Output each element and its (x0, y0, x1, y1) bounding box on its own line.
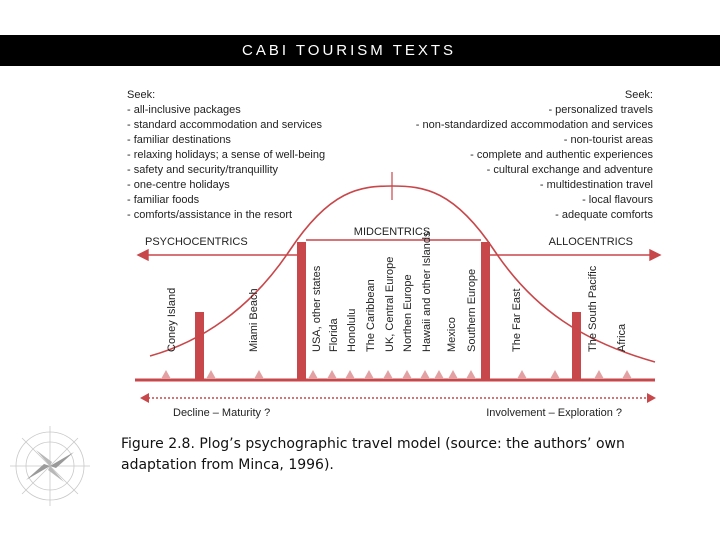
involvement-label: Involvement – Exploration ? (486, 407, 622, 419)
seek-right-item: - cultural exchange and adventure (486, 164, 653, 176)
seek-right-item: - local flavours (582, 194, 653, 206)
baseline-marker (206, 370, 216, 379)
baseline-marker (383, 370, 393, 379)
seek-right-item: - multidestination travel (539, 179, 653, 191)
destination-label: Coney Island (166, 287, 178, 352)
bar-midcentric-left (297, 242, 306, 380)
lifecycle-arrow (140, 393, 656, 403)
baseline-marker (364, 370, 374, 379)
destination-label: Florida (328, 318, 340, 352)
seek-right-item: - non-tourist areas (563, 134, 653, 146)
seek-left-item: - familiar destinations (127, 134, 231, 146)
baseline-marker (622, 370, 632, 379)
destination-label: Mexico (446, 317, 458, 352)
psychocentrics-label: PSYCHOCENTRICS (145, 236, 248, 248)
baseline-marker (327, 370, 337, 379)
decline-label: Decline – Maturity ? (173, 407, 271, 419)
baseline-marker (466, 370, 476, 379)
bar-south-pacific (572, 312, 581, 380)
bar-coney-island (195, 312, 204, 380)
bar-midcentric-right (481, 242, 490, 380)
seek-left-item: - comforts/assistance in the resort (127, 209, 293, 221)
seek-left-item: - all-inclusive packages (127, 104, 241, 116)
baseline-marker (254, 370, 264, 379)
baseline-marker (308, 370, 318, 379)
destination-label: Hawaii and other Islands (421, 231, 433, 352)
destination-labels (166, 231, 628, 352)
allocentrics-label: ALLOCENTRICS (548, 236, 633, 248)
seek-right-item: - personalized travels (548, 104, 653, 116)
destination-label: Honolulu (346, 308, 358, 352)
seek-left-item: - standard accommodation and services (127, 119, 323, 131)
baseline-marker (594, 370, 604, 379)
seek-right-item: - non-standardized accommodation and services (415, 119, 653, 131)
destination-label: UK, Central Europe (384, 256, 396, 352)
seek-right-item: - complete and authentic experiences (470, 149, 653, 161)
lifecycle-left-arrowhead (140, 393, 149, 403)
seek-right-list (416, 89, 654, 221)
lifecycle-right-arrowhead (647, 393, 656, 403)
baseline-marker (448, 370, 458, 379)
seek-left-item: - relaxing holidays; a sense of well-being (127, 149, 326, 161)
compass-icon (0, 418, 110, 528)
baseline-marker (517, 370, 527, 379)
destination-label: Africa (616, 323, 628, 352)
destination-label: Northen Europe (402, 274, 414, 352)
segment-labels (145, 226, 633, 248)
midcentrics-label: MIDCENTRICS (353, 226, 431, 238)
seek-left-item: - familiar foods (127, 194, 200, 206)
seek-right-item: - adequate comforts (555, 209, 653, 221)
baseline-marker (402, 370, 412, 379)
seek-right-title: Seek: (624, 89, 653, 101)
allocentrics-arrowhead (650, 250, 660, 260)
destination-label-group (248, 288, 260, 352)
baseline-markers (161, 370, 632, 379)
header-title: CABI TOURISM TEXTS (242, 42, 457, 59)
baseline-marker (345, 370, 355, 379)
baseline-marker (420, 370, 430, 379)
seek-left-title: Seek: (127, 89, 156, 101)
destination-label: The Far East (511, 288, 523, 352)
psychocentrics-arrowhead (138, 250, 148, 260)
destination-label: The South Pacific (587, 265, 599, 352)
destination-label: Southern Europe (466, 268, 478, 352)
seek-left-list (127, 89, 325, 221)
seek-left-item: - safety and security/tranquillity (127, 164, 279, 176)
destination-label: Miami Beach (248, 288, 260, 352)
destination-label: The Caribbean (365, 279, 377, 352)
baseline-marker (161, 370, 171, 379)
baseline-marker (550, 370, 560, 379)
baseline-marker (434, 370, 444, 379)
figure-caption: Figure 2.8. Plog’s psychographic travel model (source: the authors’ own adaptation from Minca, 1996). (121, 436, 625, 473)
destination-label: USA, other states (311, 265, 323, 352)
seek-left-item: - one-centre holidays (127, 179, 230, 191)
